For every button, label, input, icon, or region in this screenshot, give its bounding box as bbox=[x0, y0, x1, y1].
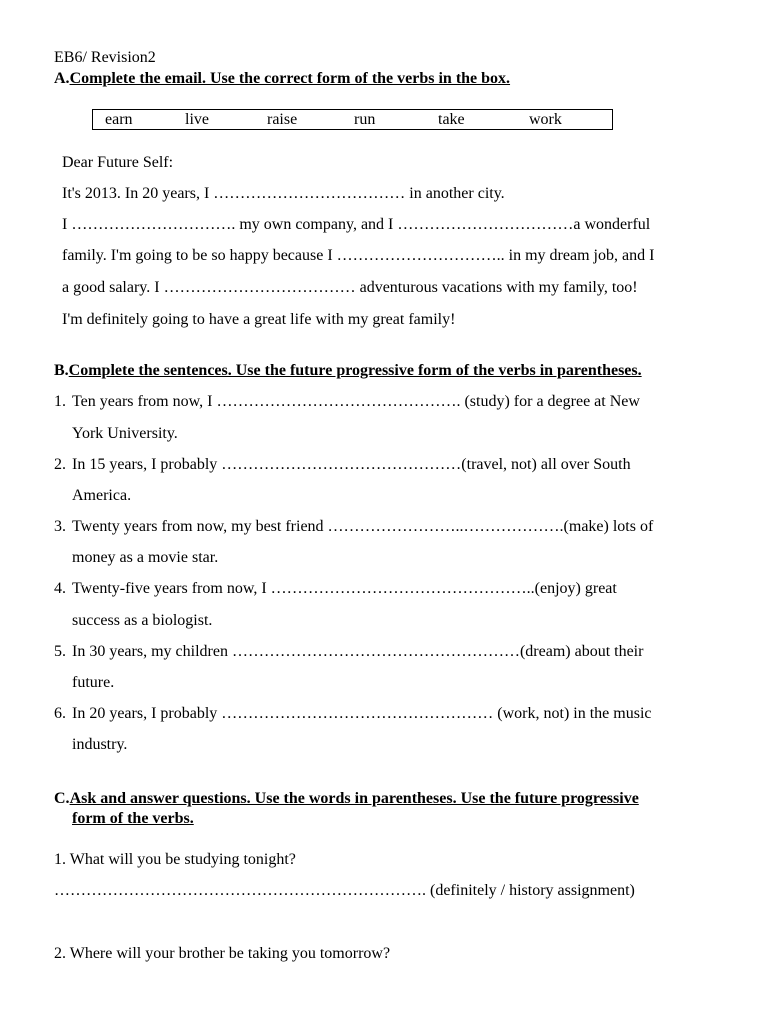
answer-line-1: ……………………………………………………………. (definitely / history assignment) bbox=[54, 882, 635, 899]
section-c-instruction-continued: form of the verbs. bbox=[72, 810, 194, 827]
word-box-item: take bbox=[438, 111, 465, 128]
word-box-item: work bbox=[529, 111, 562, 128]
verb-word-box bbox=[92, 109, 613, 130]
section-c-instruction: Ask and answer questions. Use the words in parentheses. Use the future progressive bbox=[69, 790, 639, 807]
question-1: 1. What will you be studying tonight? bbox=[54, 851, 296, 868]
email-line: family. I'm going to be so happy because I ………………………….. in my dream job, and I bbox=[62, 247, 655, 264]
item-text-continued: York University. bbox=[72, 425, 178, 442]
section-b-letter: B. bbox=[54, 362, 69, 379]
section-b-heading bbox=[54, 362, 642, 380]
section-a-instruction: Complete the email. Use the correct form of the verbs in the box. bbox=[69, 70, 511, 87]
item-text-continued: success as a biologist. bbox=[72, 612, 213, 629]
item-number: 6. bbox=[54, 705, 66, 722]
item-number: 3. bbox=[54, 518, 66, 535]
email-line: I'm definitely going to have a great life with my great family! bbox=[62, 311, 456, 328]
worksheet-title: EB6/ Revision2 bbox=[54, 49, 156, 66]
item-number: 5. bbox=[54, 643, 66, 660]
item-text: Twenty years from now, my best friend ……………………..……………….(make) lots of bbox=[72, 518, 654, 535]
item-text: Ten years from now, I ………………………………………. (study) for a degree at New bbox=[72, 393, 640, 410]
item-text-continued: America. bbox=[72, 487, 132, 504]
word-box-item: run bbox=[354, 111, 376, 128]
section-c-heading bbox=[54, 790, 639, 808]
section-a-heading bbox=[54, 70, 510, 88]
item-text: Twenty-five years from now, I …………………………………………..(enjoy) great bbox=[72, 580, 617, 597]
item-number: 2. bbox=[54, 456, 66, 473]
word-box-item: live bbox=[185, 111, 209, 128]
email-line: I …………………………. my own company, and I ……………………………a wonderful bbox=[62, 216, 651, 233]
item-number: 4. bbox=[54, 580, 66, 597]
item-text-continued: money as a movie star. bbox=[72, 549, 219, 566]
item-text-continued: future. bbox=[72, 674, 115, 691]
item-text: In 30 years, my children ………………………………………………(dream) about their bbox=[72, 643, 644, 660]
word-box-item: earn bbox=[105, 111, 133, 128]
email-line: It's 2013. In 20 years, I ……………………………… in another city. bbox=[62, 185, 505, 202]
question-2: 2. Where will your brother be taking you tomorrow? bbox=[54, 945, 391, 962]
section-c-letter: C. bbox=[54, 790, 70, 807]
email-line: Dear Future Self: bbox=[62, 154, 174, 171]
item-text-continued: industry. bbox=[72, 736, 128, 753]
section-a-letter: A. bbox=[54, 70, 70, 87]
section-b-instruction: Complete the sentences. Use the future progressive form of the verbs in parentheses. bbox=[68, 362, 642, 379]
item-number: 1. bbox=[54, 393, 66, 410]
item-text: In 15 years, I probably ………………………………………(travel, not) all over South bbox=[72, 456, 631, 473]
word-box-item: raise bbox=[267, 111, 298, 128]
email-line: a good salary. I ……………………………… adventurous vacations with my family, too! bbox=[62, 279, 638, 296]
item-text: In 20 years, I probably …………………………………………… (work, not) in the music bbox=[72, 705, 652, 722]
